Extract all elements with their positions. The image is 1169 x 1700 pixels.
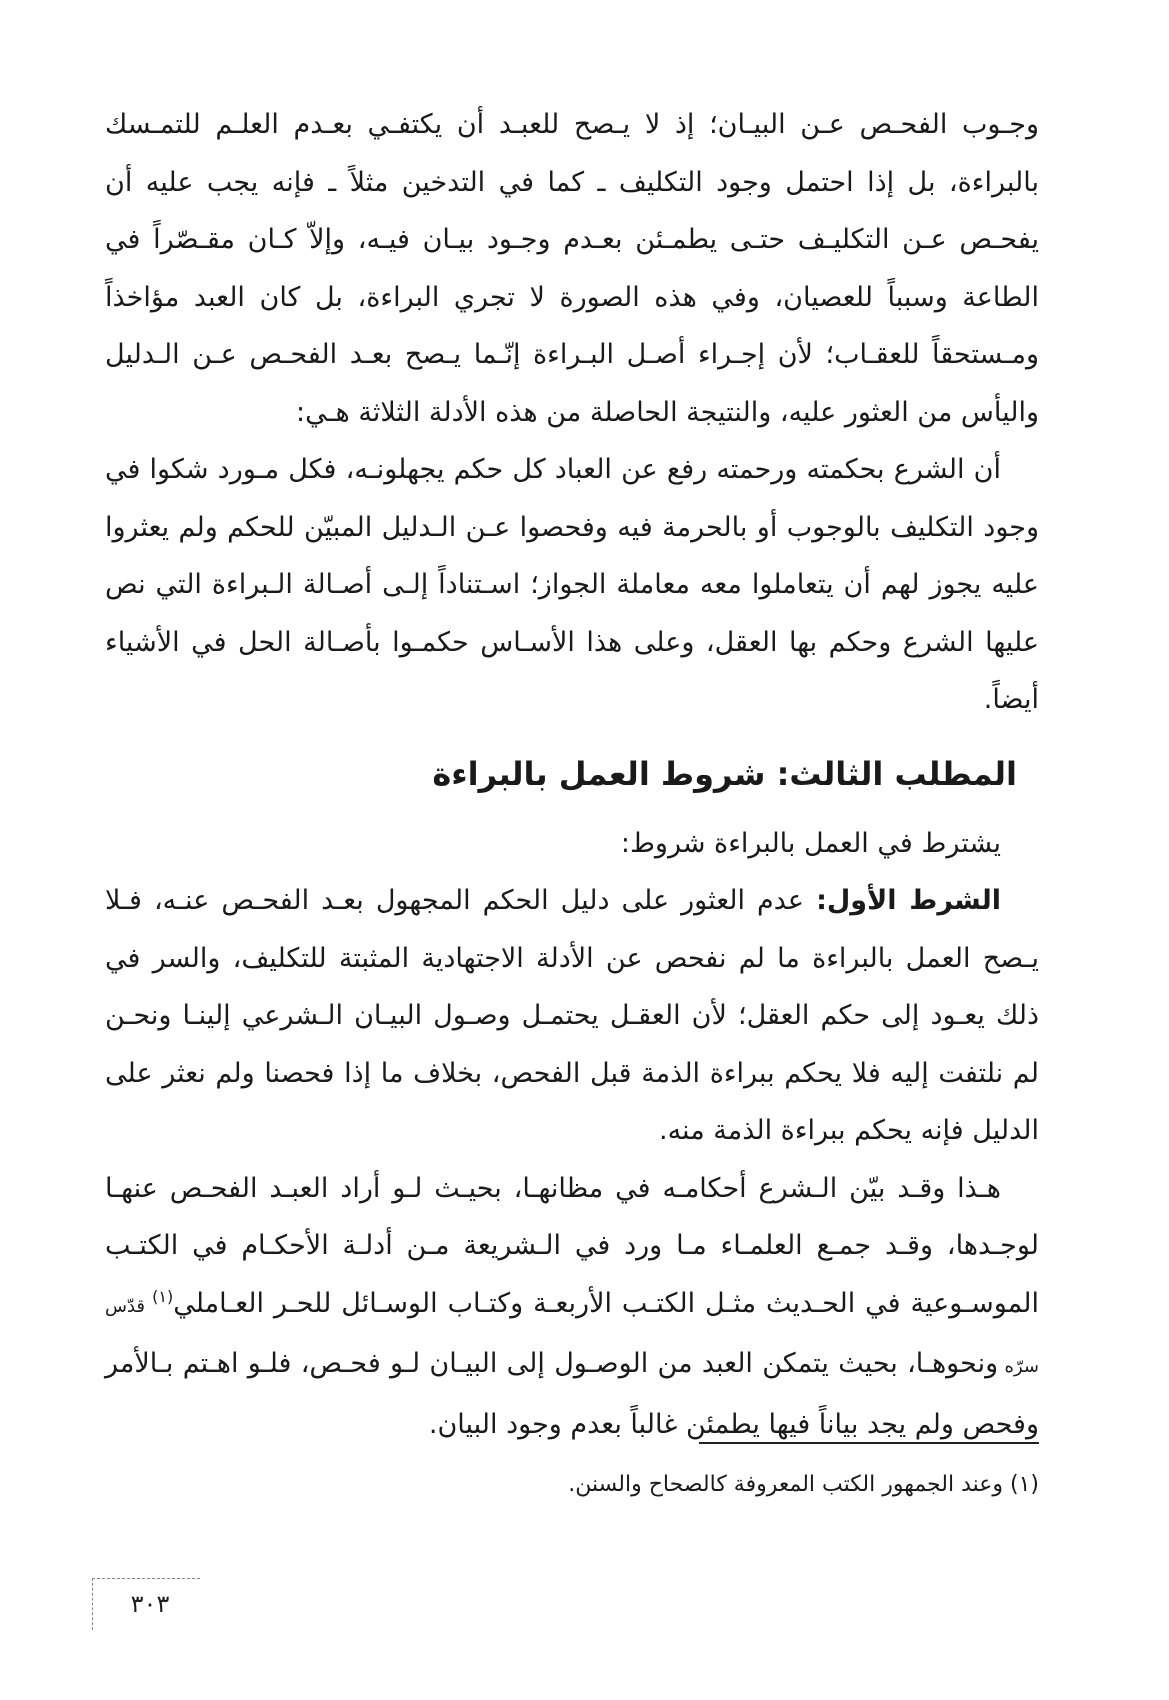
paragraph-4 — [105, 872, 1039, 1160]
paragraph-5-text-end: ونحوهـا، بحيث يتمكن العبد من الوصـول إلى البيـان لـو فحـص، فلـو اهـتم بـالأمر وفحص ولم يجد بياناً فيها يطمئن غالباً بعدم وجود البيان. — [105, 1348, 1039, 1440]
paragraph-3: يشترط في العمل بالبراءة شروط: — [620, 827, 1001, 859]
paragraph-4-text: عدم العثور على دليل الحكم المجهول بعـد الفحـص عنـه، فـلا يـصح العمل بالبراءة ما لم نفحص عن الأدلة الاجتهادية المثبتة للتكليف، والسر في ذلك يعـود إلى حكم العقل؛ لأن العقـل يحتمـل وصـول البيـان الـشرعي إلينـا ونحـن لم نلتفت إليه فلا يحكم ببراءة الذمة قبل الفحص، بخلاف ما إذا فحصنا ولم نعثر على الدليل فإنه يحكم ببراءة الذمة منه. — [105, 885, 1039, 1146]
paragraph-5-text-start: هـذا وقـد بيّن الـشرع أحكامـه في مظانهـا، بحيـث لـو أراد العبـد الفحـص عنهـا لوجـدها، وقـد جمـع العلمـاء مـا ورد في الـشريعة مـن أدلـة الأحكـام في الكتـب الموسـوعية في الحـديث مثـل الكتـب الأربعـة وكتـاب الوسـائل للحـر العـاملي — [105, 1172, 1040, 1319]
paragraph-5 — [105, 1160, 1039, 1454]
footnote-marker[interactable]: (١) — [152, 1286, 174, 1306]
footnote-separator — [699, 1442, 1039, 1444]
page-number: ٣٠٣ — [130, 1590, 170, 1618]
footnote: (١) وعند الجمهور الكتب المعروفة كالصحاح والسنن. — [568, 1472, 1039, 1497]
honorific-mark: قدّس سرّه — [105, 1295, 1039, 1377]
paragraph-1: وجـوب الفحـص عـن البيـان؛ إذ لا يـصح للعبـد أن يكتفـي بعـدم العلـم للتمـسك بالبراءة، بل إذا احتمل وجود التكليف ـ كما في التدخين مثلاً ـ فإنه يجب عليه أن يفحـص عـن التكليـف حتـى يطمـئن بعـدم وجـود بيـان فيـه، وإلاّ كـان مقـصّراً في الطاعة وسبباً للعصيان، وفي هذه الصورة لا تجري البراءة، بل كان العبد مؤاخذاً ومـستحقاً للعقـاب؛ لأن إجـراء أصـل البـراءة إنّـما يـصح بعـد الفحـص عـن الـدليل واليأس من العثور عليه، والنتيجة الحاصلة من هذه الأدلة الثلاثة هـي: — [105, 109, 1039, 428]
condition-label: الشرط الأول: — [816, 885, 1001, 916]
body-text — [105, 96, 1039, 1453]
paragraph-2: أن الشرع بحكمته ورحمته رفع عن العباد كل حكم يجهلونـه، فكل مـورد شكوا في وجود التكليف بالوجوب أو بالحرمة فيه وفحصوا عـن الـدليل المبيّن للحكم ولم يعثروا عليه يجوز لهم أن يتعاملوا معه معاملة الجواز؛ اسـتناداً إلـى أصـالة الـبراءة التي نص عليها الشرع وحكم بها العقل، وعلى هذا الأسـاس حكمـوا بأصـالة الحل في الأشياء أيضاً. — [105, 454, 1039, 715]
section-heading: المطلب الثالث: شروط العمل بالبراءة — [432, 754, 1017, 793]
